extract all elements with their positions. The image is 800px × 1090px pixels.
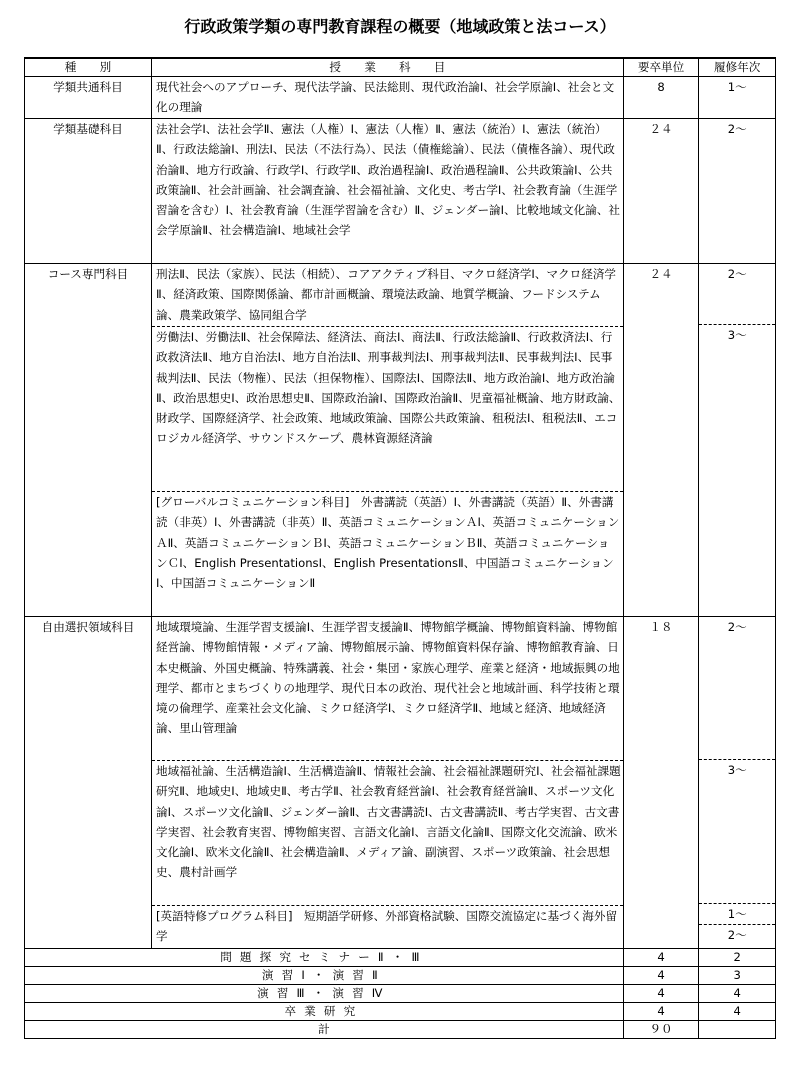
subject-block-global-communication: [グローバルコミュニケーション科目] 外書講読（英語）Ⅰ、外書講読（英語）Ⅱ、外書講読（非英）Ⅰ、外書講読（非英）Ⅱ、英語コミュニケーションＡⅠ、英語コミュニケーションＡⅡ、英語コミュニケーションＢⅠ、英語コミュニケーションＢⅡ、英語コミュニケーションＣⅠ、English PresentationsⅠ、English PresentationsⅡ、中国語コミュニケーションⅠ、中国語コミュニケーションⅡ xyxy=(156,495,620,591)
total-year xyxy=(699,1021,776,1039)
page-title: 行政政策学類の専門教育課程の概要（地域政策と法コース） xyxy=(184,17,616,36)
summary-row xyxy=(25,949,776,967)
summary-label: 卒業研究 xyxy=(25,1003,624,1021)
subjects-cell xyxy=(152,617,624,949)
subject-block: 刑法Ⅱ、民法（家族）、民法（相続）、コアアクティブ科目、マクロ経済学Ⅰ、マクロ経済学Ⅱ、経済政策、国際関係論、都市計画概論、環境法政論、地質学概論、フードシステム論、農業政策学、協同組合学 xyxy=(152,264,623,327)
subject-block: 地域福祉論、生活構造論Ⅰ、生活構造論Ⅱ、情報社会論、社会福祉課題研究Ⅰ、社会福祉課題研究Ⅱ、地域史Ⅰ、地域史Ⅱ、考古学Ⅱ、社会教育経営論Ⅰ、社会教育経営論Ⅱ、スポーツ文化論Ⅰ、スポーツ文化論Ⅱ、ジェンダー論Ⅱ、古文書講読Ⅰ、古文書講読Ⅱ、考古学実習、古文書学実習、社会教育実習、博物館実習、言語文化論Ⅰ、言語文化論Ⅱ、国際文化交流論、欧米文化論Ⅰ、欧米文化論Ⅱ、社会構造論Ⅱ、メディア論、副演習、スポーツ政策論、社会思想史、農村計画学 xyxy=(152,761,623,906)
summary-year: 4 xyxy=(699,1003,776,1021)
year-box: 3～ xyxy=(699,760,775,904)
summary-row xyxy=(25,967,776,985)
subject-block-english-program: [英語特修プログラム科目] 短期語学研修、外部資格試験、国際交流協定に基づく海外留学 xyxy=(156,909,618,944)
year-cell xyxy=(699,617,776,949)
summary-year: 3 xyxy=(699,967,776,985)
table-row xyxy=(25,264,776,617)
year-cell: 1～ xyxy=(699,77,776,119)
category-cell: 自由選択領域科目 xyxy=(25,617,152,949)
subject-block: 地域環境論、生涯学習支援論Ⅰ、生涯学習支援論Ⅱ、博物館学概論、博物館資料論、博物館経営論、博物館情報・メディア論、博物館展示論、博物館資料保存論、博物館教育論、日本史概論、外国史概論、特殊講義、社会・集団・家族心理学、産業と経済・地域振興の地理学、都市とまちづくりの地理学、現代日本の政治、現代社会と地域計画、科学技術と環境の倫理学、産業社会文化論、ミクロ経済学Ⅰ、ミクロ経済学Ⅱ、地域と経済、地域経済論、里山管理論 xyxy=(152,617,623,761)
summary-credits: 4 xyxy=(623,985,699,1003)
subjects-cell xyxy=(152,264,624,617)
header-year: 履修年次 xyxy=(699,58,776,77)
table-row xyxy=(25,617,776,949)
year-box: 3～ xyxy=(727,328,747,342)
credits-cell: １８ xyxy=(623,617,699,949)
header-subjects: 授 業 科 目 xyxy=(152,58,624,77)
total-label: 計 xyxy=(25,1021,624,1039)
curriculum-table xyxy=(24,57,776,1039)
subjects-cell: 現代社会へのアプローチ、現代法学論、民法総則、現代政治論Ⅰ、社会学原論Ⅰ、社会と文化の理論 xyxy=(152,77,624,119)
table-row xyxy=(25,119,776,264)
summary-credits: 4 xyxy=(623,949,699,967)
year-cell: 2～ xyxy=(699,119,776,264)
credits-cell: 8 xyxy=(623,77,699,119)
subject-block: 労働法Ⅰ、労働法Ⅱ、社会保障法、経済法、商法Ⅰ、商法Ⅱ、行政法総論Ⅱ、行政救済法Ⅰ、行政救済法Ⅱ、地方自治法Ⅰ、地方自治法Ⅱ、刑事裁判法Ⅰ、刑事裁判法Ⅱ、民事裁判法Ⅰ、民事裁判法Ⅱ、民法（物権）、民法（担保物権）、国際法Ⅰ、国際法Ⅱ、地方政治論Ⅰ、地方政治論Ⅱ、政治思想史Ⅰ、政治思想史Ⅱ、国際政治論Ⅰ、国際政治論Ⅱ、児童福祉概論、地方財政論、財政学、国際経済学、社会政策、地域政策論、国際公共政策論、租税法Ⅰ、租税法Ⅱ、エコロジカル経済学、サウンドスケープ、農林資源経済論 xyxy=(152,327,623,492)
summary-label: 演習Ⅰ・演習Ⅱ xyxy=(25,967,624,985)
summary-row xyxy=(25,985,776,1003)
year-box: 2～ xyxy=(699,264,775,325)
year-cell xyxy=(699,264,776,617)
summary-label: 演習Ⅲ・演習Ⅳ xyxy=(25,985,624,1003)
summary-label: 問題探究セミナーⅡ・Ⅲ xyxy=(25,949,624,967)
credits-cell: ２４ xyxy=(623,119,699,264)
header-category: 種 別 xyxy=(25,58,152,77)
subjects-cell: 法社会学Ⅰ、法社会学Ⅱ、憲法（人権）Ⅰ、憲法（人権）Ⅱ、憲法（統治）Ⅰ、憲法（統治）Ⅱ、行政法総論Ⅰ、刑法Ⅰ、民法（不法行為）、民法（債権総論）、民法（債権各論）、現代政治論Ⅱ、地方行政論、行政学Ⅰ、行政学Ⅱ、政治過程論Ⅰ、政治過程論Ⅱ、公共政策論Ⅰ、公共政策論Ⅱ、社会計画論、社会調査論、社会福祉論、文化史、考古学Ⅰ、社会教育論（生涯学習論を含む）Ⅰ、社会教育論（生涯学習論を含む）Ⅱ、ジェンダー論Ⅰ、比較地域文化論、社会学原論Ⅱ、社会構造論Ⅰ、地域社会学 xyxy=(152,119,624,264)
total-row xyxy=(25,1021,776,1039)
year-box: 2～ xyxy=(699,617,775,760)
summary-year: 4 xyxy=(699,985,776,1003)
year-box: 2～ xyxy=(727,928,747,942)
category-cell: 学類共通科目 xyxy=(25,77,152,119)
table-row xyxy=(25,77,776,119)
summary-credits: 4 xyxy=(623,967,699,985)
year-box: 1～ xyxy=(699,904,775,925)
summary-credits: 4 xyxy=(623,1003,699,1021)
summary-year: 2 xyxy=(699,949,776,967)
total-credits: ９０ xyxy=(623,1021,699,1039)
category-cell: 学類基礎科目 xyxy=(25,119,152,264)
summary-row xyxy=(25,1003,776,1021)
header-credits: 要卒単位 xyxy=(623,58,699,77)
table-header-row xyxy=(25,58,776,77)
category-cell: コース専門科目 xyxy=(25,264,152,617)
credits-cell: ２４ xyxy=(623,264,699,617)
